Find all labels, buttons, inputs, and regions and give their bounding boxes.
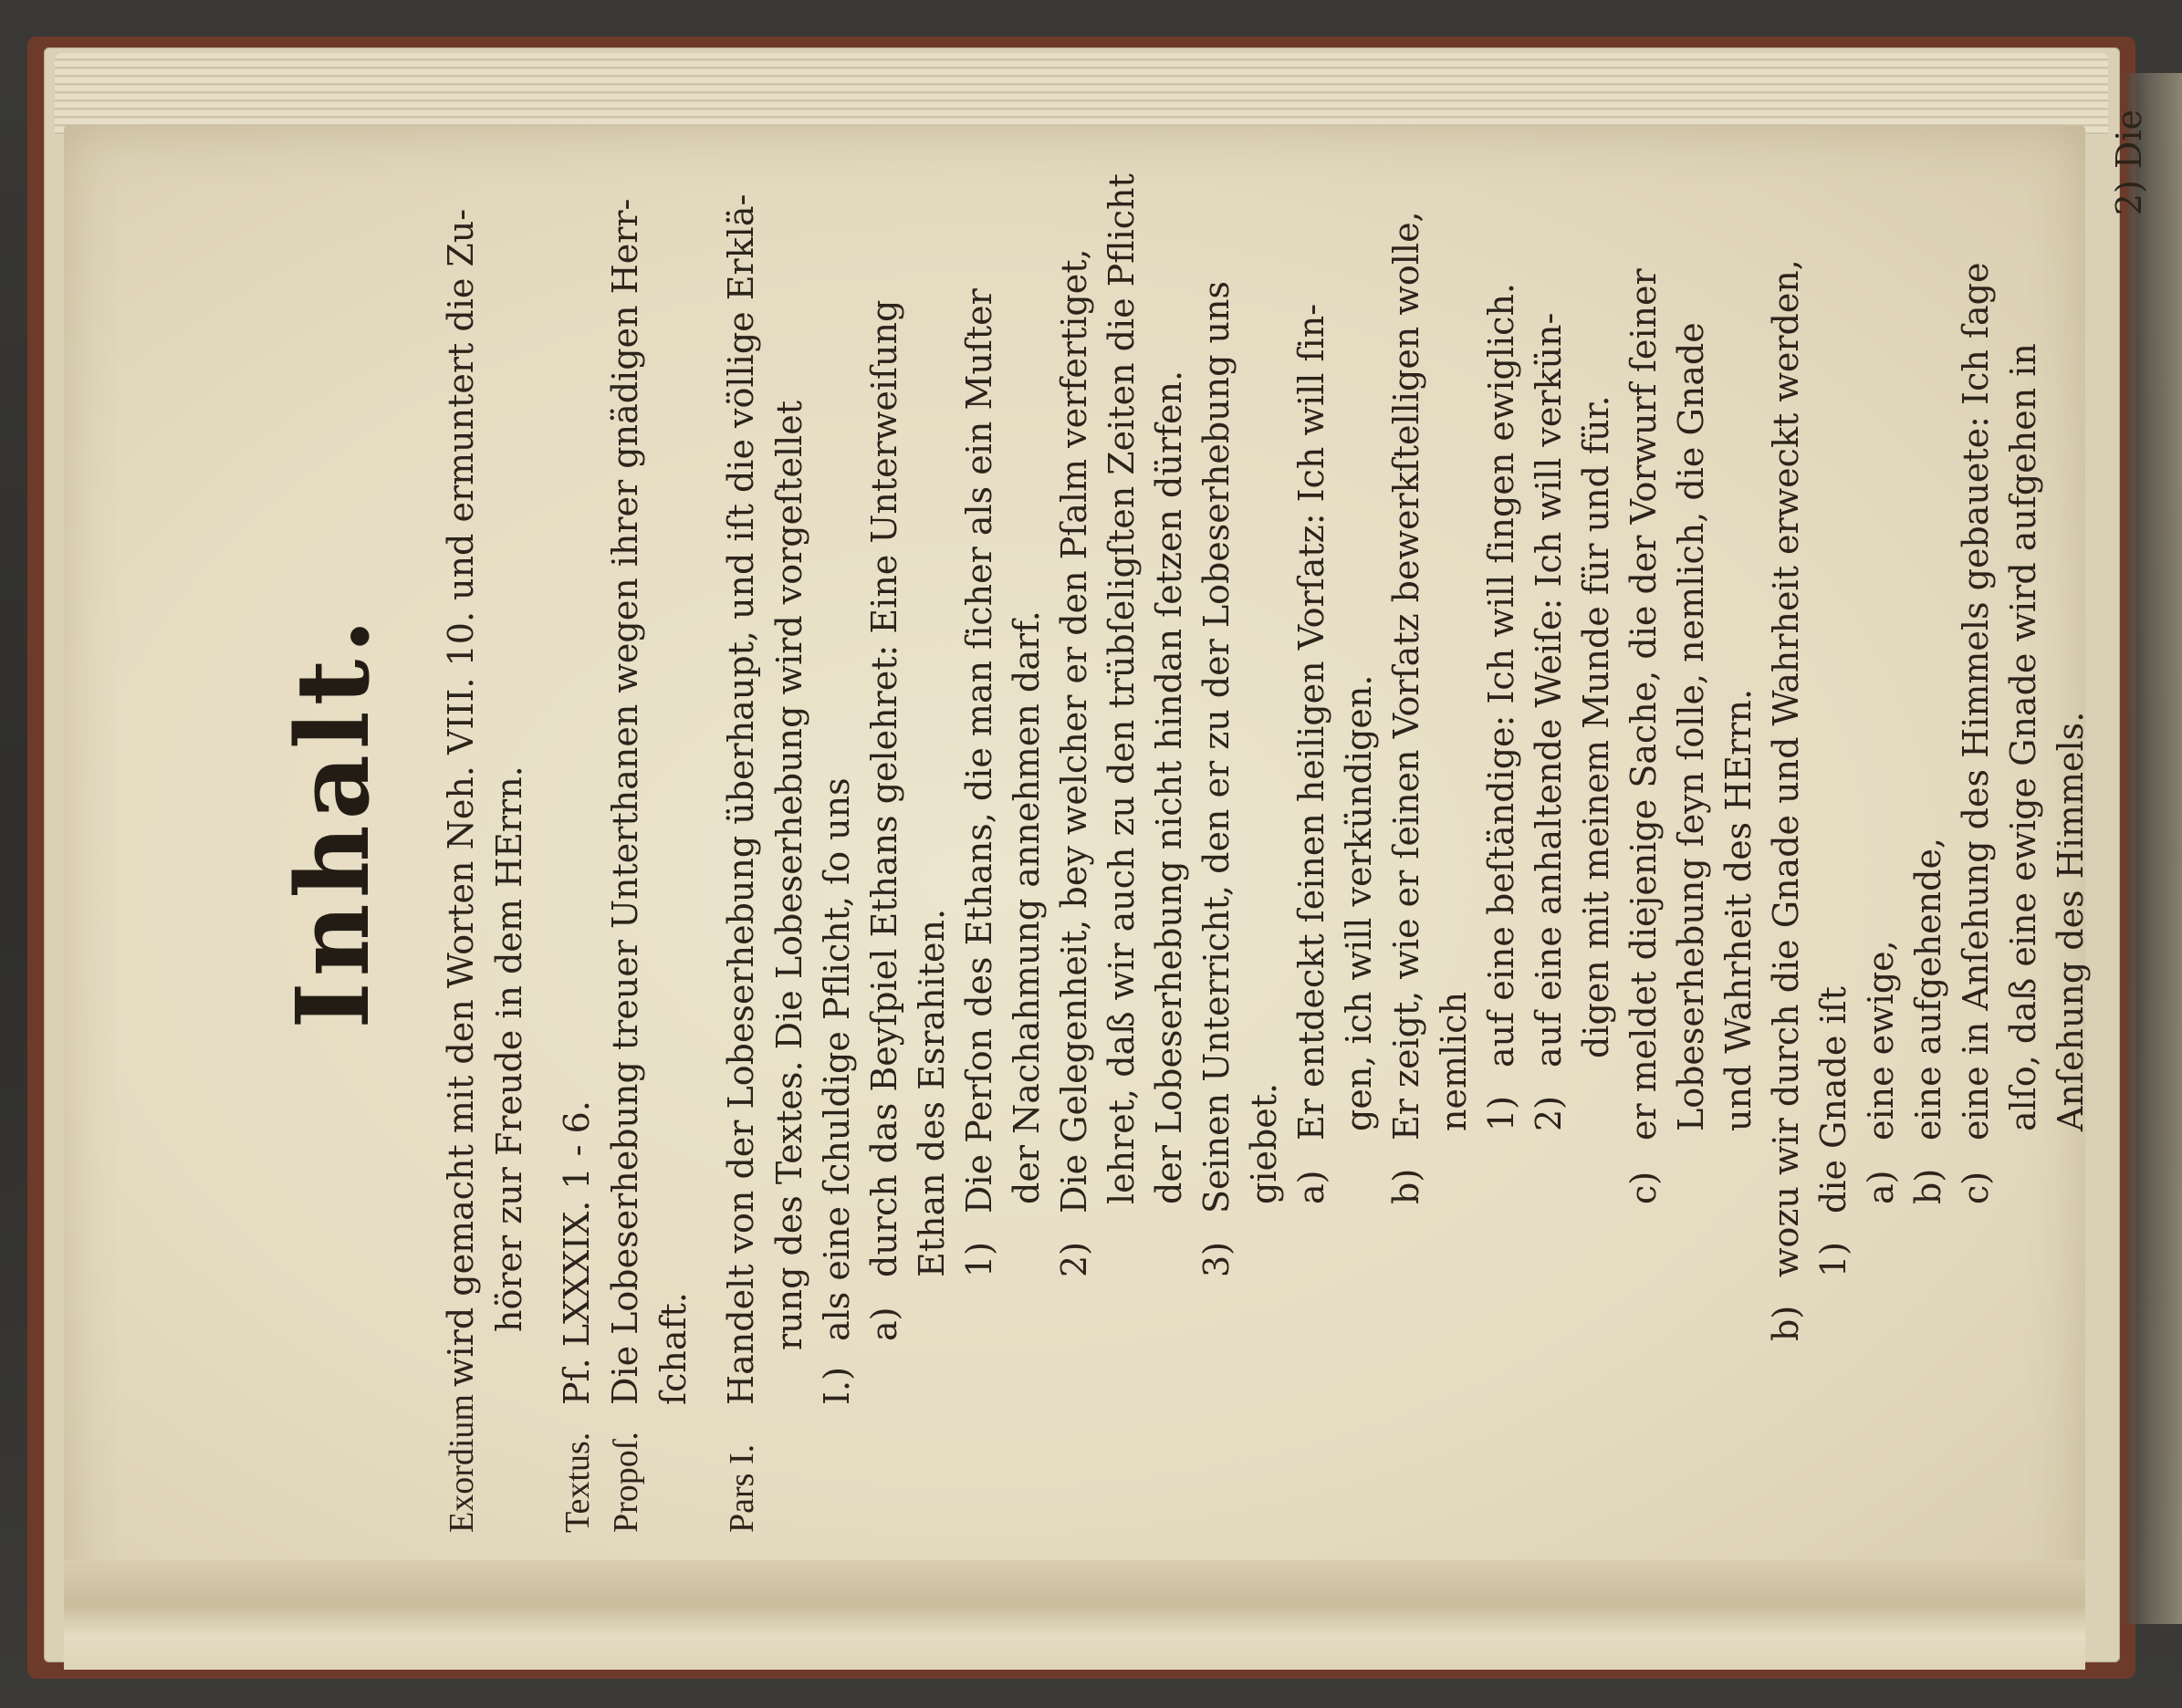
textus-line: Textus. Pſ. LXXXIX. 1 - 6. [553, 109, 601, 1533]
item-a3a-line-2: gen, ich will verkündigen. [1339, 674, 1379, 1131]
item-a3b-line-2: nemlich [1434, 991, 1474, 1131]
item-a3-line-1: 3) Seinen Unterricht, den er zu der Lobeserhebung uns [1196, 280, 1237, 1277]
item-b1-line: 1) die Gnade iſt [1813, 986, 1853, 1277]
item-a1-line-1: 1) Die Perſon des Ethans, die man ſicher als ein Muſter [959, 288, 999, 1277]
pars-1-line-2: rung des Textes. Die Lobeserhebung wird vorgeſtellet [769, 400, 809, 1350]
pars-1-label: Pars I. [723, 1443, 761, 1533]
exordium-line-2: hörer zur Freude in dem HErrn. [489, 765, 529, 1332]
item-b1c-line-2: alſo, daß eine ewige Gnade wird aufgehen in [2003, 343, 2043, 1131]
item-a3c-line-2: Lobeserhebung ſeyn ſolle, nemlich, die Gnade [1671, 322, 1711, 1131]
item-a2-line-1: 2) Die Gelegenheit, bey welcher er den Pſalm verfertiget, [1054, 248, 1094, 1277]
page-heading: Inhalt. [274, 613, 392, 1029]
item-b1c-line-1: c) eine in Anſehung des Himmels gebauete: Ich ſage [1956, 262, 1996, 1204]
propos-line-1: Propoſ. Die Lobeserhebung treuer Unterthanen wegen ihrer gnädigen Herr- [601, 109, 650, 1533]
item-b1c-line-3: Anſehung des Himmels. [2051, 711, 2091, 1131]
item-a3c-line-1: c) er meldet diejenige Sache, die der Vorwurf ſeiner [1623, 268, 1664, 1204]
section-b-line: b) wozu wir durch die Gnade und Wahrheit erweckt werden, [1766, 259, 1806, 1341]
item-a3b2-line-1: 2) auf eine anhaltende Weiſe: Ich will verkün- [1529, 312, 1569, 1131]
item-a1-line-2: der Nachahmung annehmen darf. [1007, 610, 1047, 1204]
item-a2-line-2: lehret, daß wir auch zu den trübſeligſten Zeiten die Pflicht [1101, 173, 1142, 1204]
exordium-line-1: Exordium wird gemacht mit den Worten Neh. VIII. 10. und ermuntert die Zu- [437, 109, 485, 1533]
item-a3a-line-1: a) Er entdeckt ſeinen heiligen Vorſatz: Ich will ſin- [1291, 303, 1331, 1204]
item-b1a-line: a) eine ewige, [1861, 940, 1901, 1204]
exordium-label: Exordium [443, 1394, 481, 1533]
textus-label: Textus. [559, 1432, 597, 1533]
item-a3c-line-3: und Wahrheit des HErrn. [1718, 688, 1759, 1131]
item-b1b-line: b) eine aufgehende, [1908, 837, 1948, 1204]
propos-label: Propoſ. [607, 1432, 645, 1533]
item-a3b2-line-2: digen mit meinem Munde für und für. [1576, 395, 1616, 1058]
propos-line-2: ſchaft. [653, 1292, 694, 1405]
section-a-line-1: a) durch das Beyſpiel Ethans gelehret: Eine Unterweiſung [864, 299, 904, 1341]
section-I-line: I.) als eine ſchuldige Pflicht, ſo uns [817, 777, 857, 1405]
catchword: 2) Die [2109, 109, 2149, 216]
section-a-line-2: Ethan des Esrahiten. [912, 908, 952, 1277]
item-a2-line-3: der Lobeserhebung nicht hindan ſetzen dürfen. [1149, 370, 1189, 1204]
item-a3b1-line: 1) auf eine beſtändige: Ich will ſingen ewiglich. [1481, 282, 1521, 1131]
pars-1-line-1: Pars I. Handelt von der Lobeserhebung überhaupt, und iſt die völlige Erklä- [717, 109, 766, 1533]
item-a3b-line-1: b) Er zeigt, wie er ſeinen Vorſatz bewerkſtelligen wolle, [1386, 211, 1426, 1204]
book-gutter [64, 1560, 2085, 1670]
item-a3-line-2: giebet. [1244, 1082, 1284, 1204]
contents-text-block [237, 109, 2149, 1533]
